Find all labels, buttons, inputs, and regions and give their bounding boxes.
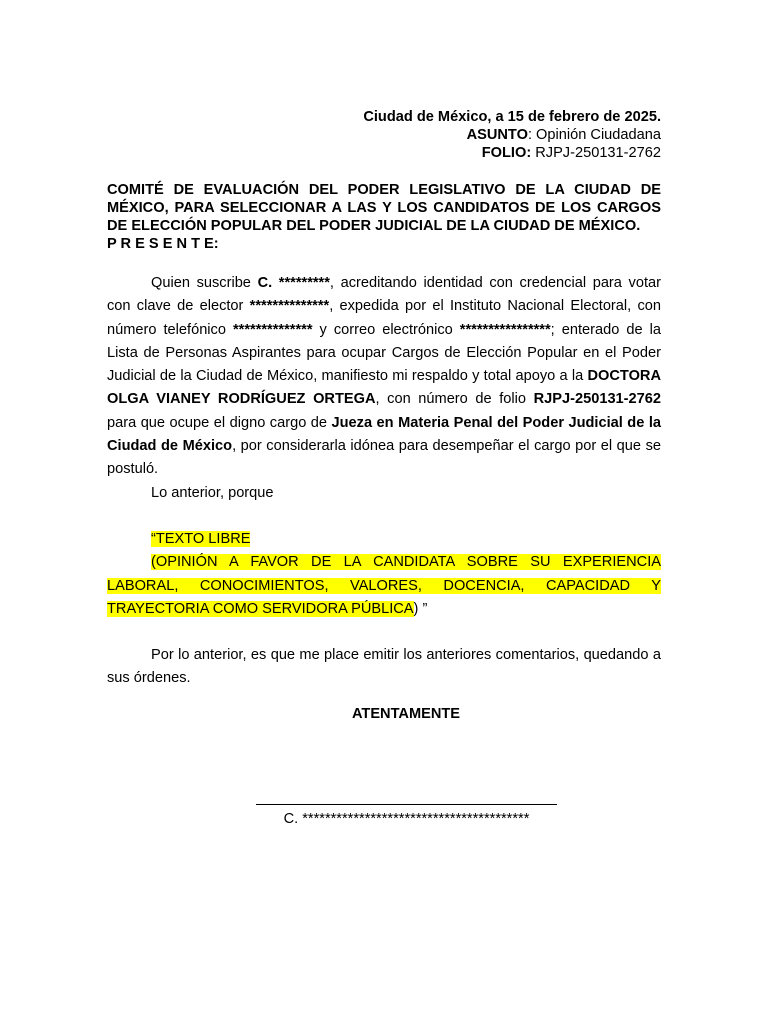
place: Ciudad de México xyxy=(363,109,488,125)
signature-line xyxy=(256,804,557,805)
free-text-title-highlight: “TEXTO LIBRE xyxy=(151,530,251,547)
asunto-value: : Opinión Ciudadana xyxy=(527,127,661,143)
folio-value: RJPJ-250131-2762 xyxy=(531,145,661,161)
candidate-folio: RJPJ-250131-2762 xyxy=(533,391,661,408)
paragraph-closing: Por lo anterior, es que me place emitir los anteriores comentarios, quedando a sus órdenes. xyxy=(107,647,661,687)
asunto-line xyxy=(107,126,661,144)
candidate-name: DOCTORA OLGA VIANEY RODRÍGUEZ ORTEGA xyxy=(107,368,661,408)
free-text-body xyxy=(107,551,661,621)
position-title: Jueza en Materia Penal del Poder Judicial de la Ciudad de México xyxy=(107,414,661,455)
text-run: , con número de folio xyxy=(375,391,534,408)
text-run: , acreditando identidad con credencial para votar con clave de elector xyxy=(107,275,661,315)
paragraph-main xyxy=(107,272,661,482)
addressee-committee: COMITÉ DE EVALUACIÓN DEL PODER LEGISLATIVO DE LA CIUDAD DE MÉXICO, PARA SELECCIONAR A LAS Y LOS CANDIDATOS DE LOS CARGOS DE ELECCIÓN POPULAR DEL PODER JUDICIAL DE LA CIUDAD DE MÉXICO. xyxy=(107,182,661,234)
text-run: para que ocupe el digno cargo de xyxy=(107,414,332,431)
free-text-close: ) ” xyxy=(413,600,428,617)
letter-page xyxy=(107,108,661,723)
text-run: , por considerarla idónea para desempeñar el cargo por el que se postuló. xyxy=(107,438,661,478)
signer-name: C. ********* xyxy=(257,275,330,291)
free-text-body-highlight: (OPINIÓN A FAVOR DE LA CANDIDATA SOBRE SU EXPERIENCIA LABORAL, CONOCIMIENTOS, VALORES, DOCENCIA, CAPACIDAD Y TRAYECTORIA COMO SERVIDORA PÚBLICA xyxy=(107,554,661,617)
free-text-title xyxy=(107,528,661,551)
folio-label: FOLIO: xyxy=(481,145,532,161)
text-run: y correo electrónico xyxy=(312,321,460,338)
folio-line xyxy=(107,144,661,162)
spacer xyxy=(107,505,661,528)
text-run: ; enterado de la Lista de Personas Aspirantes para ocupar Cargos de Elección Popular en el Poder Judicial de la Ciudad de México, manifiesto mi respaldo y total apoyo a la xyxy=(107,321,661,385)
text-run: , expedida por el Instituto Nacional Electoral, con número telefónico xyxy=(107,298,661,338)
date: , a 15 de febrero de 2025. xyxy=(487,109,661,125)
spacer xyxy=(107,621,661,644)
atentamente-heading: ATENTAMENTE xyxy=(351,705,461,722)
asunto-label: ASUNTO xyxy=(466,127,528,143)
date-line xyxy=(107,108,661,126)
paragraph-reason: Lo anterior, porque xyxy=(151,484,274,501)
elector-key: ************** xyxy=(249,298,330,315)
email-address: **************** xyxy=(459,321,551,338)
presente-heading: P R E S E N T E: xyxy=(107,236,219,252)
phone-number: ************** xyxy=(232,321,313,338)
signature-name: C. **************************************** xyxy=(283,811,530,827)
text-run: Quien suscribe xyxy=(151,275,258,291)
letter-header xyxy=(107,108,661,162)
letter-body xyxy=(107,272,661,691)
